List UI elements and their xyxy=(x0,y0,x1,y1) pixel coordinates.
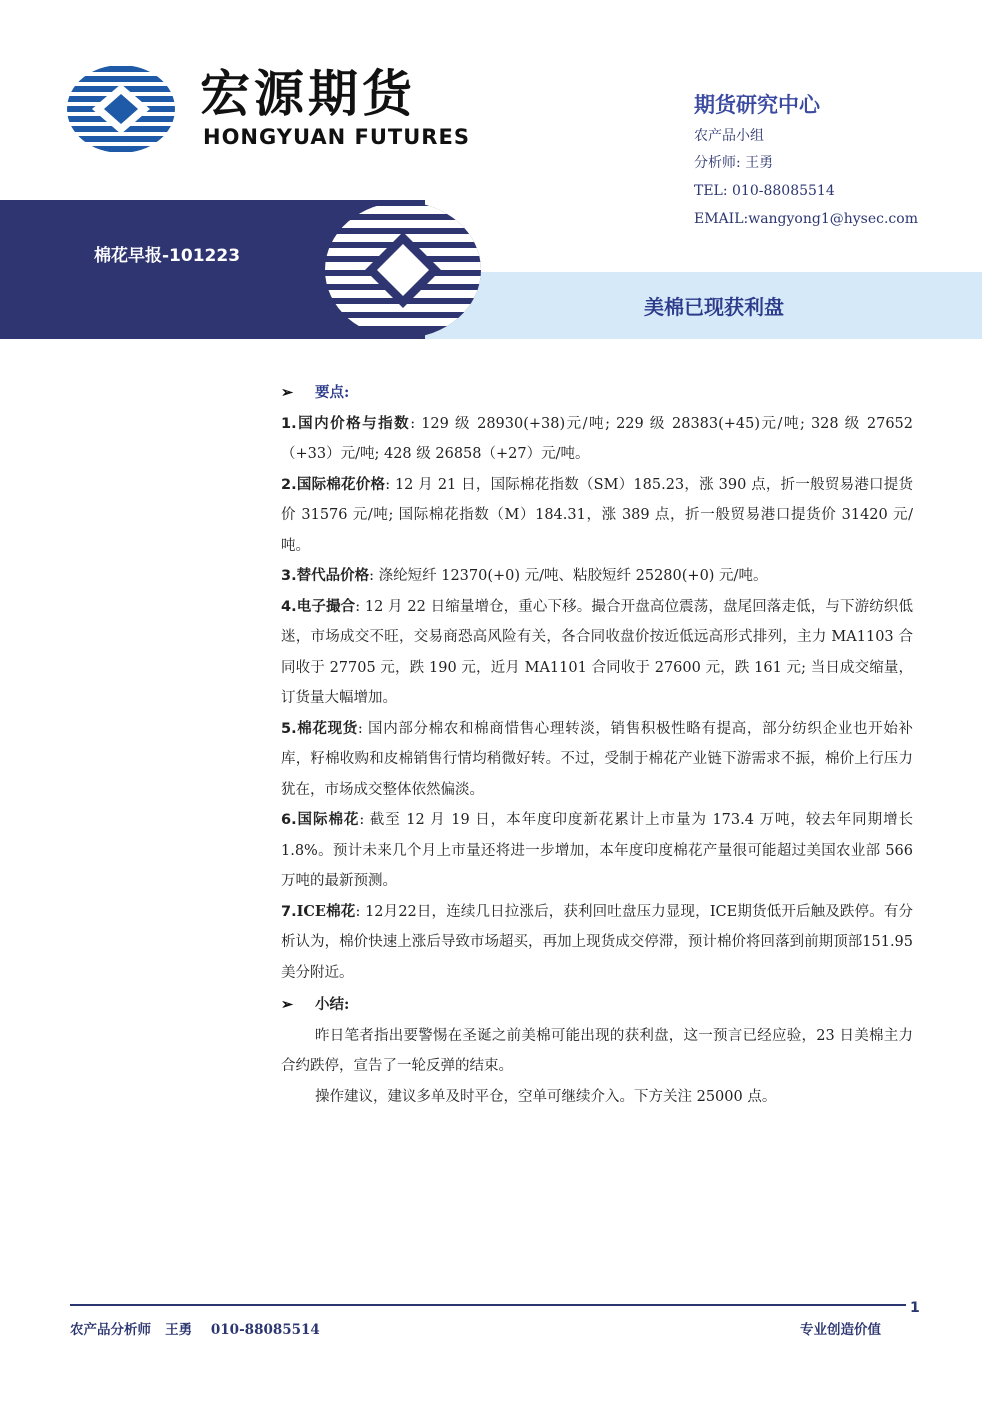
list-item: 2.国际棉花价格: 12 月 21 日，国际棉花指数（SM）185.23，涨 390 点，折一般贸易港口提货价 31576 元/吨; 国际棉花指数（M）184.31，涨 389 点，折一般贸易港口提货价 31420 元/吨。 xyxy=(281,475,914,554)
brand-name-en: HONGYUAN FUTURES xyxy=(203,125,470,149)
summary-paragraph: 操作建议，建议多单及时平仓，空单可继续介入。下方关注 25000 点。 xyxy=(315,1088,777,1105)
page-number: 1 xyxy=(910,1300,920,1316)
analyst-name: 分析师: 王勇 xyxy=(694,155,774,171)
list-item: 6.国际棉花: 截至 12 月 19 日，本年度印度新花累计上市量为 173.4 万吨，较去年同期增长 1.8%。预计未来几个月上市量还将进一步增加，本年度印度棉花产量很可能超过美国农业部 566 万吨的最新预测。 xyxy=(281,811,914,889)
banner-logo-icon xyxy=(323,200,483,339)
group-name: 农产品小组 xyxy=(694,128,764,144)
key-points-heading: ➢ 要点: xyxy=(281,378,913,409)
list-item: 5.棉花现货: 国内部分棉农和棉商惜售心理转淡，销售积极性略有提高，部分纺织企业也开始补库，籽棉收购和皮棉销售行情均稍微好转。不过，受制于棉花产业链下游需求不振，棉价上行压力犹在，市场成交整体依然偏淡。 xyxy=(281,719,913,798)
list-item: 3.替代品价格: 涤纶短纤 12370(+0) 元/吨、粘胶短纤 25280(+0) 元/吨。 xyxy=(281,567,768,584)
arrow-bullet-icon: ➢ xyxy=(281,384,294,401)
list-item: 7.ICE棉花: 12月22日，连续几日拉涨后，获利回吐盘压力显现，ICE期货低开后触及跌停。有分析认为，棉价快速上涨后导致市场超买，再加上现货成交停滞，预计棉价将回落到前期顶部151.95美分附近。 xyxy=(281,902,913,981)
brand-name-cn: 宏源期货 xyxy=(200,65,416,123)
report-title: 棉花早报-101223 xyxy=(94,246,241,266)
summary-paragraph: 昨日笔者指出要警惕在圣诞之前美棉可能出现的获利盘，这一预言已经应验，23 日美棉主力合约跌停，宣告了一轮反弹的结束。 xyxy=(281,1027,913,1074)
report-body xyxy=(281,378,913,1112)
footer-divider xyxy=(70,1304,906,1306)
footer-slogan: 专业创造价值 xyxy=(800,1322,881,1338)
research-center-name: 期货研究中心 xyxy=(694,93,820,117)
company-logo-icon xyxy=(66,64,176,154)
list-item: 4.电子撮合: 12 月 22 日缩量增仓，重心下移。撮合开盘高位震荡，盘尾回落走低，与下游纺织低迷，市场成交不旺，交易商恐高风险有关，各合同收盘价按近低远高形式排列，主力 MA1103 合同收于 27705 元，跌 190 元，近月 MA1101 合同收于 27600 元，跌 161 元; 当日成交缩量，订货量大幅增加。 xyxy=(281,597,913,706)
headline: 美棉已现获利盘 xyxy=(644,295,784,319)
arrow-bullet-icon: ➢ xyxy=(281,996,294,1013)
summary-heading: ➢ 小结: xyxy=(281,990,913,1021)
contact-email: EMAIL:wangyong1@hysec.com xyxy=(694,211,918,227)
contact-tel: TEL: 010-88085514 xyxy=(694,183,835,199)
footer-analyst-info: 农产品分析师 王勇 010-88085514 xyxy=(70,1322,320,1338)
list-item: 1.国内价格与指数: 129 级 28930(+38)元/吨; 229 级 28383(+45)元/吨; 328 级 27652（+33）元/吨; 428 级 26858（+27）元/吨。 xyxy=(281,414,913,462)
